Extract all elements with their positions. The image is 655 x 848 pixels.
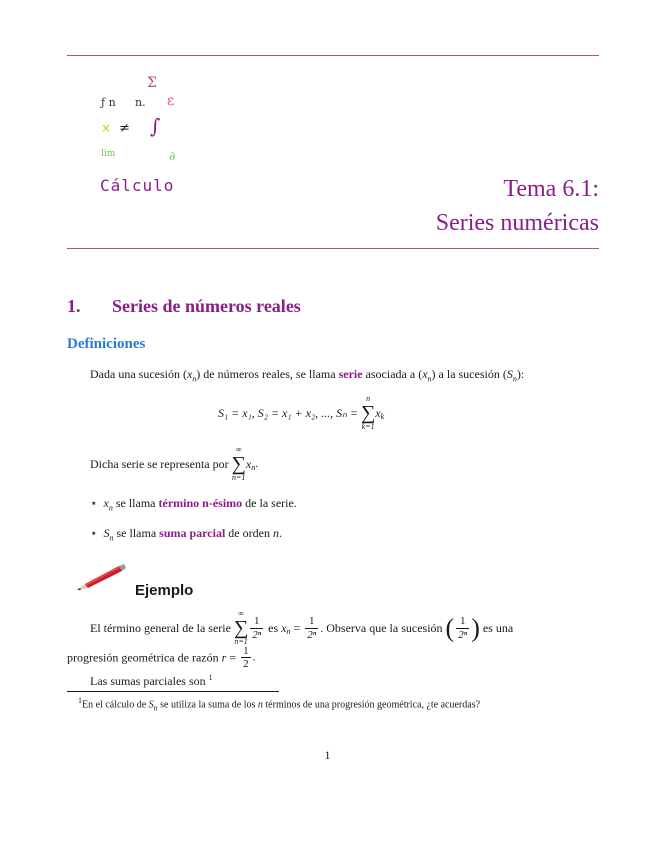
logo-sigma: Σ: [147, 75, 157, 91]
math-sub: n: [251, 463, 256, 473]
math-s: S: [506, 367, 513, 381]
math-n: n: [257, 699, 263, 711]
text: se utiliza la suma de los: [157, 699, 258, 711]
text: .: [278, 526, 282, 540]
denominator: 2ⁿ: [307, 628, 317, 641]
star-icon: ⋆: [90, 496, 98, 510]
math-x: x: [103, 496, 109, 510]
math-x: x: [245, 456, 252, 471]
star-icon: ⋆: [90, 526, 98, 540]
sum-lower: n=1: [234, 637, 248, 646]
math-n: n: [272, 526, 279, 540]
text: es una: [482, 620, 514, 635]
sum-upper: ∞: [238, 609, 244, 618]
text: de orden: [225, 526, 273, 540]
math-x: x: [186, 367, 193, 381]
sigma-n: [232, 446, 246, 482]
text: El término general de la serie: [90, 620, 231, 635]
math-sub: k: [380, 412, 385, 422]
text: ) de números reales, se llama: [196, 367, 339, 381]
footnote-rule: [67, 691, 279, 692]
logo-fn: ƒ n: [101, 96, 116, 109]
logo-integral: ∫: [150, 114, 161, 138]
footnote-mark[interactable]: 1: [208, 673, 213, 682]
logo-neq: ≠: [119, 121, 130, 136]
math-sub: n: [109, 533, 114, 543]
sigma-k: [361, 395, 375, 431]
text: . Observa que la sucesión: [320, 620, 443, 635]
series-notation-paragraph: Dicha serie se representa por ∞ ∑ n=1 $x_n$.: [90, 445, 259, 482]
logo-title: Cálculo: [100, 176, 175, 195]
text: =: [293, 620, 301, 635]
pencil-icon: [75, 563, 127, 593]
formula-x: x: [375, 405, 381, 420]
fraction-1-over-2n: [305, 615, 318, 640]
ejemplo-heading: Ejemplo: [135, 582, 194, 599]
text: ):: [516, 367, 525, 381]
math-sub: n: [512, 374, 517, 384]
denominator: 2ⁿ: [458, 628, 468, 641]
text: Las sumas parciales son: [90, 674, 209, 688]
footnote: [78, 696, 480, 712]
math-sub: n: [192, 374, 197, 384]
definition-paragraph: [90, 367, 524, 384]
math-sub: n: [153, 703, 158, 713]
sum-sign: ∑: [231, 453, 246, 475]
logo-n: n.: [135, 96, 146, 109]
bullet-suma-parcial: [90, 526, 282, 543]
text: de la serie.: [242, 496, 297, 510]
sum-upper: ∞: [235, 445, 242, 454]
denominator: 2: [243, 658, 249, 671]
text: =: [226, 650, 240, 665]
text: se llama: [112, 496, 159, 510]
tema-title: Series numéricas: [435, 210, 599, 236]
ejemplo-line-1: [90, 610, 600, 646]
math-sub: n: [108, 503, 113, 513]
section-number: 1.: [67, 296, 81, 316]
math-sub: n: [286, 627, 291, 637]
keyword-serie: serie: [338, 367, 363, 381]
subsection-heading: Definiciones: [67, 336, 146, 352]
paren-right: ): [471, 613, 480, 643]
numerator: 1: [305, 615, 318, 628]
logo-lim: lim: [101, 149, 116, 159]
logo-times: ×: [101, 121, 112, 135]
ejemplo-line-2: progresión geométrica de razón r = $\frac{1}{2}$ .: [67, 645, 256, 671]
keyword-suma: suma parcial: [159, 526, 226, 540]
top-rule: [67, 55, 599, 56]
sum-sign: ∑: [361, 402, 376, 424]
math-s: S: [148, 699, 154, 711]
text: asociada a (: [362, 367, 423, 381]
logo-epsilon: ε: [167, 93, 175, 109]
math-x: x: [422, 367, 428, 381]
keyword-termino: término n-ésimo: [158, 496, 243, 510]
formula-text: S₁ = x₁, S₂ = x₁ + x₂, ..., Sₙ =: [218, 405, 362, 420]
numerator: 1: [456, 615, 469, 628]
paren-left: (: [445, 613, 455, 643]
text: ) a la sucesión (: [431, 367, 507, 381]
sum-sign: ∑: [233, 617, 249, 639]
sum-upper: n: [366, 394, 371, 403]
text: En el cálculo de: [82, 699, 149, 711]
tema-number: Tema 6.1:: [503, 176, 599, 202]
header-bottom-rule: [67, 248, 599, 249]
page-number: 1: [324, 748, 331, 762]
footnote-number: 1: [78, 696, 82, 705]
text: se llama: [113, 526, 160, 540]
section-title: Series de números reales: [112, 296, 301, 316]
math-s: S: [103, 526, 110, 540]
logo-partial: ∂: [169, 149, 176, 163]
math-sub: n: [427, 374, 432, 384]
partial-sums-formula: [218, 395, 384, 431]
sigma-n: [234, 610, 248, 646]
text: términos de una progresión geométrica, ¿te acuerdas?: [262, 699, 481, 711]
sum-lower: n=1: [232, 473, 246, 482]
numerator: 1: [243, 645, 249, 657]
numerator: 1: [250, 615, 263, 628]
text: es: [268, 620, 279, 635]
fraction-1-over-2n: [456, 615, 469, 640]
text: Dicha serie se representa por: [90, 456, 232, 471]
text: progresión geométrica de razón: [67, 650, 222, 665]
math-r: r: [221, 650, 227, 665]
denominator: 2ⁿ: [252, 628, 262, 641]
fraction-1-over-2n: [250, 615, 263, 640]
section-heading: [67, 296, 301, 317]
fraction-1-over-2: [241, 645, 251, 670]
math-x: x: [281, 620, 287, 635]
ejemplo-line-3: [90, 673, 213, 688]
bullet-termino: [90, 496, 297, 513]
text: Dada una sucesión (: [90, 367, 187, 381]
sum-lower: k=1: [361, 422, 375, 431]
